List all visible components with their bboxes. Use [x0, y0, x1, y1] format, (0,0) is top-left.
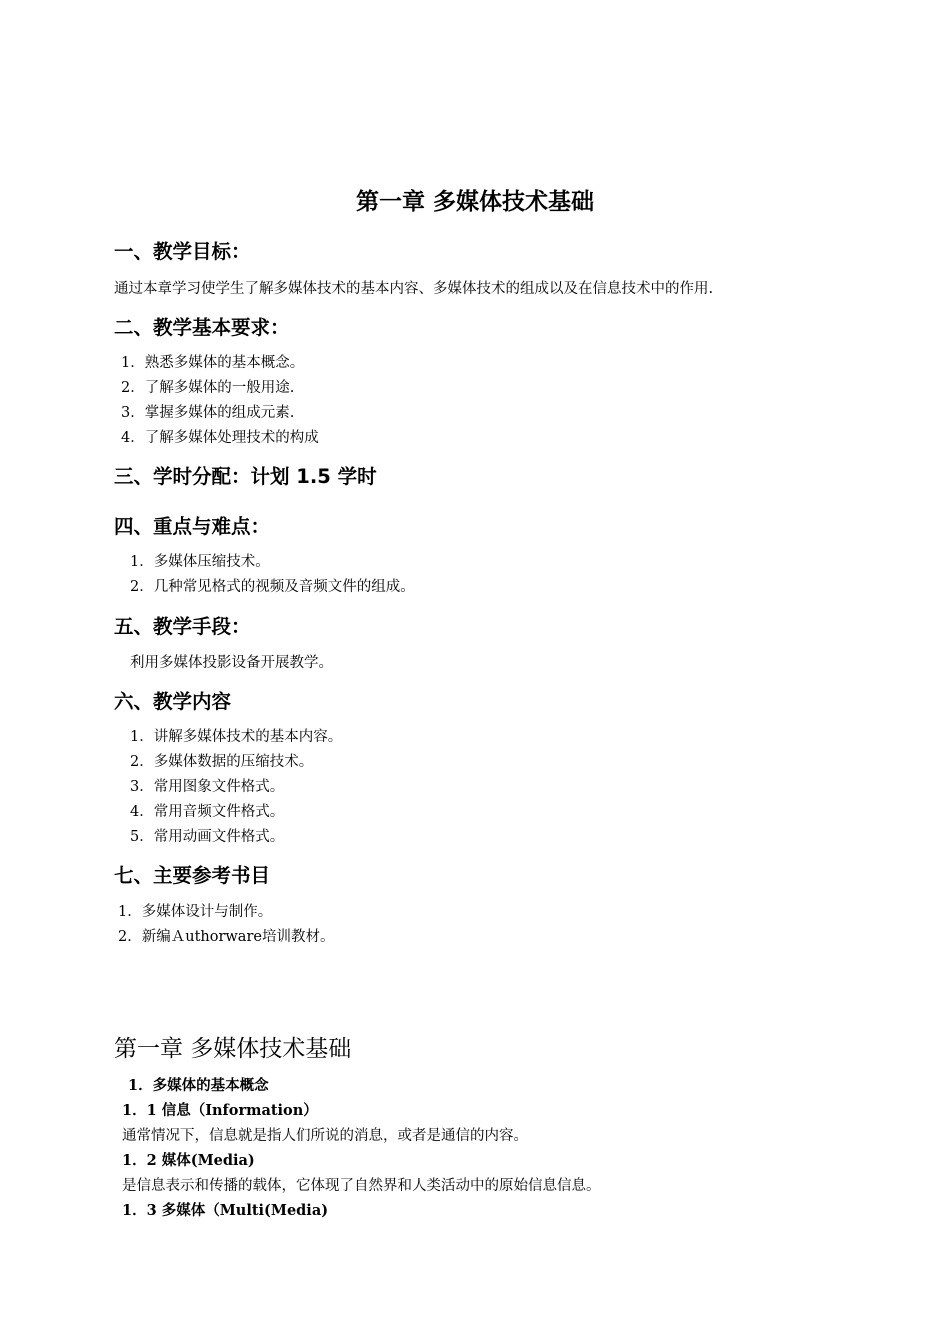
section-heading-requirements: 二、教学基本要求：	[114, 316, 290, 339]
paragraph: 是信息表示和传播的载体，它体现了自然界和人类活动中的原始信息信息。	[122, 1178, 601, 1194]
requirements-item: 2．了解多媒体的一般用途.	[121, 380, 295, 396]
objectives-text: 通过本章学习使学生了解多媒体技术的基本内容、多媒体技术的组成以及在信息技术中的作用.	[114, 281, 714, 297]
subsection-heading: 1．2 媒体(Media)	[122, 1152, 255, 1169]
references-item: 2．新编Ａuthorware培训教材。	[118, 929, 335, 945]
section-heading-key-points: 四、重点与难点：	[114, 515, 271, 538]
references-item: 1．多媒体设计与制作。	[118, 904, 273, 920]
section-heading-hours: 三、学时分配：计划 1.5 学时	[114, 465, 377, 488]
subsection-heading: 1．多媒体的基本概念	[128, 1077, 269, 1094]
section-heading-content: 六、教学内容	[114, 690, 232, 713]
section-heading-objectives: 一、教学目标：	[114, 240, 251, 263]
content-item: 2．多媒体数据的压缩技术。	[130, 754, 314, 770]
paragraph: 通常情况下，信息就是指人们所说的消息，或者是通信的内容。	[122, 1128, 528, 1144]
requirements-item: 3．掌握多媒体的组成元素.	[121, 405, 295, 421]
section-heading-methods: 五、教学手段：	[114, 615, 251, 638]
subsection-heading: 1．1 信息（Information）	[122, 1102, 318, 1119]
content-item: 5．常用动画文件格式。	[130, 829, 285, 845]
content-item: 3．常用图象文件格式。	[130, 779, 285, 795]
requirements-item: 4．了解多媒体处理技术的构成	[121, 430, 319, 446]
content-item: 1．讲解多媒体技术的基本内容。	[130, 729, 343, 745]
chapter-title: 第一章 多媒体技术基础	[114, 1036, 352, 1062]
methods-text: 利用多媒体投影设备开展教学。	[130, 655, 333, 671]
section-heading-references: 七、主要参考书目	[114, 864, 271, 887]
requirements-item: 1．熟悉多媒体的基本概念。	[121, 355, 305, 371]
key-points-item: 1．多媒体压缩技术。	[130, 554, 270, 570]
content-item: 4．常用音频文件格式。	[130, 804, 285, 820]
key-points-item: 2．几种常见格式的视频及音频文件的组成。	[130, 579, 415, 595]
page-title: 第一章 多媒体技术基础	[355, 189, 594, 215]
subsection-heading: 1．3 多媒体（Multi(Media)	[122, 1202, 329, 1219]
